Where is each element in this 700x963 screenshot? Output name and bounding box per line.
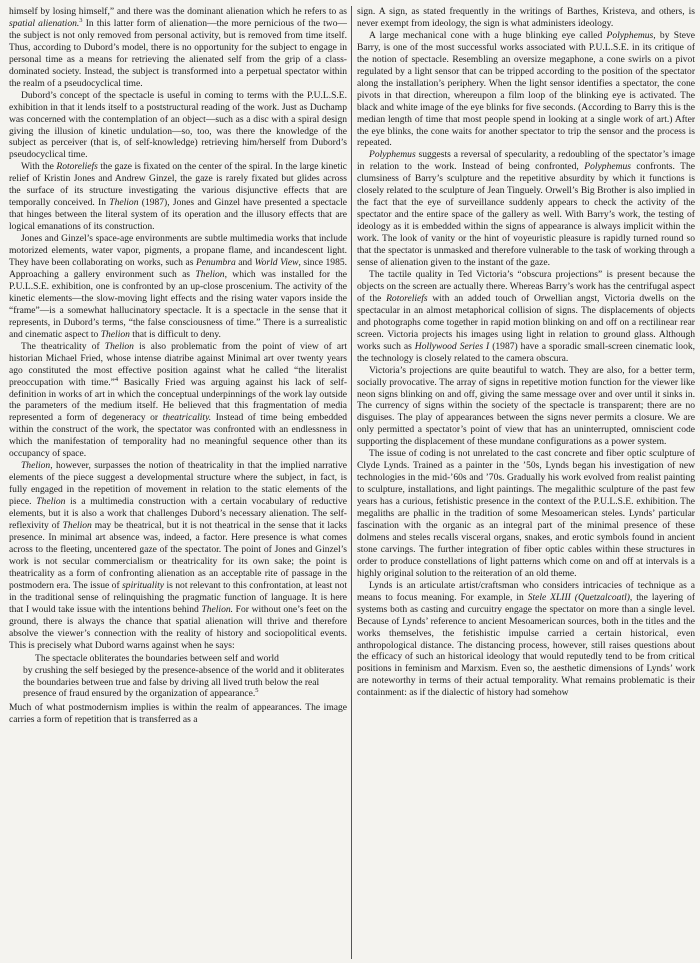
- paragraph: Dubord’s concept of the spectacle is useful in coming to terms with the P.U.L.S.E. exhibition in that it lends itself to a poststructural reading of the work. Just as Duchamp was concerned with the contemplation of an object—such as a disc with a spiral design giving the illusion of kinetic undulation—so, too, was there the knowledge of the subject as perceiver (that is, of self-knowledge) retrieving him/herself from Dubord’s pseudocyclical time.: [9, 89, 347, 161]
- paragraph: himself by losing himself,” and there was the dominant alienation which he refers to as spatial alienation.$^3$ In this latter form of alienation—the more pernicious of the two—the subject is not only removed from personal activity, but is removed from time itself. Thus, according to Dubord’s model, there is no opportunity for the subject to engage in personal time as a means for retrieving the alienated self from the grip of a class-dominated society. Instead, the subject is transformed into a perpetual spectator within the realm of a pseudocyclical time.: [9, 6, 347, 89]
- paragraph: With the Rotoreliefs the gaze is fixated on the center of the spiral. In the large kinetic relief of Kristin Jones and Andrew Ginzel, the gaze is rarely fixated but glides across the surface of its structure investigating the various disjunctive effects that are temporally conceived. In Thelion (1987), Jones and Ginzel have presented a spectacle that hinges between the literal system of its operation and the illusory effects that are logical emanations of its construction.: [9, 161, 347, 233]
- paragraph: Jones and Ginzel’s space-age environments are subtle multimedia works that include motorized elements, water vapor, pigments, a propane flame, and incandescent light. They have been collaborating on works, such as Penumbra and World View, since 1985. Approaching a gallery environment such as Thelion, which was installed for the P.U.L.S.E. exhibition, one is confronted by an up-close proscenium. The activity of the kinetic elements—the slow-moving light effects and the rising water vapors inside the “frame”—is a somewhat hallucinatory spectacle. It is a spectacle in the sense that it represents, in Dubord’s terms, “the false consciousness of time.” There is a surrealistic and cinematic aspect to Thelion that is difficult to deny.: [9, 233, 347, 340]
- paragraph: Lynds is an articulate artist/craftsman who considers intricacies of technique as a means to focus meaning. For example, in Stele XLIII (Quetzalcoatl), the layering of systems both as casting and curcuitry engage the spectator on more than a single level. Because of Lynds’ reference to ancient Mesoamerican sources, both in the titles and the works themselves, the fetishistic impulse carried a certain historical, even anthropological distance. The distancing process, however, still raises questions about the efficacy of such an historical ideology that would reputedly tend to be from critical positions in feminism and Marxism. Even so, the aesthetic dimensions of Lynds’ work are noteworthy in terms of their actual temporality. What remains problematic is their containment: as if the dialectic of history had somehow: [357, 579, 695, 699]
- paragraph: Polyphemus suggests a reversal of specularity, a redoubling of the spectator’s image in relation to the work. Instead of being confronted, Polyphemus confronts. The clumsiness of Barry’s sculpture and the repetitive absurdity by which it functions is closely related to the sculpture of Jean Tinguely. Orwell’s Big Brother is also implied in the fact that the eye of surveillance suddenly appears to check the activity of the spectator and the entire space of the gallery as well. With Barry’s work, the testing of ideology as it is embedded within the signs of appearance is always implicit within the work. The look of vanity or the hint of voyeuristic pleasure is rapidly turned round so that the spectator is unmasked and therefore vulnerable to the task of working through a sense of alienation given to the instant of the gaze.: [357, 149, 695, 269]
- paragraph: Much of what postmodernism implies is within the realm of appearances. The image carries a form of repetition that is transferred as a: [9, 701, 347, 725]
- block-quote: The spectacle obliterates the boundaries between self and world by crushing the self besieged by the presence-absence of the world and it obliterates the boundaries between true and false by driving all lived truth below the real presence of fraud ensured by the organization of appearance.$^5$: [23, 653, 345, 700]
- footnote-marker: 5: [255, 687, 259, 695]
- footnote-marker: 4: [114, 375, 119, 383]
- paragraph: Victoria’s projections are quite beautiful to watch. They are also, for a better term, socially provocative. The array of signs in repetitive motion function for the viewer like neon signs blinking on and off, giving the same message over and over until it sinks in. The currency of signs within the society of the spectacle is transparent; there are no disguises. The play of appearances between the signs never permits a closure. We are only permitted a spectator’s point of view that has an uninterrupted, omniscient code supporting the displacement of these mundane configurations as a power system.: [357, 364, 695, 448]
- paragraph: sign. A sign, as stated frequently in the writings of Barthes, Kristeva, and others, is never exempt from ideology, the sign is what administers ideology.: [357, 6, 695, 29]
- footnote-marker: 3: [79, 16, 83, 24]
- paragraph: Thelion, however, surpasses the notion of theatricality in that the implied narrative elements of the piece suggest a developmental structure where the subject, in fact, is fully engaged in the repetition of movement in relation to the static elements of the piece. Thelion is a multimedia construction with a certain vocabulary of reductive elements, but it is also a work that challenges Dubord’s necessary alienation. The self-reflexivity of Thelion may be theatrical, but it is not theatrical in the sense that it lacks presence. In minimal art absence was, indeed, a factor. Here presence is what comes across to the fleeting, uncentered gaze of the spectator. The point of Jones and Ginzel’s work is not secular commercialism or theatricality for its own sake; the point is theatricality as a form of confronting alienation as an acceptable rite of passage in the postmodern era. The issue of spirituality is not relevant to this confrontation, at least not in the traditional sense of relinquishing the pragmatic function of language. It is here that I would take issue with the intentions behind Thelion. For without one’s feet on the ground, there is always the chance that spatial alienation will thrive and therefore absolve the viewer’s connection with the reality of history and sociopolitical events. This is precisely what Dubord warns against when he says:: [9, 460, 347, 651]
- paragraph: A large mechanical cone with a huge blinking eye called Polyphemus, by Steve Barry, is one of the most successful works associated with P.U.L.S.E. in its critique of the notion of spectacle. Resembling an oversize megaphone, a cone swirls on a pivot regulated by a light sensor that can be tripped according to the position of the spectator along the installation’s periphery. When the light sensor identifies a spectator, the cone pivots in that direction, whereupon a film loop of the blinking eye is activated. The black and white image of the eye blinks for five seconds. (According to Barry this is the median length of time that most people spend in looking at a single work of art.) After the eye blinks, the cone waits for another spectator to trip the sensor and the process is repeated.: [357, 29, 695, 149]
- left-column: [9, 6, 347, 963]
- right-column: [357, 6, 695, 963]
- paragraph: The tactile quality in Ted Victoria’s “obscura projections” is present because the objects on the screen are actually there. Whereas Barry’s work has the centrifugal aspect of the Rotoreliefs with an added touch of Orwellian angst, Victoria dwells on the spectacular in an almost metaphorical collision of signs. The displacements of objects and photographs come together in rapid motion blinking on and off on a rectilinear rear screen. Victoria projects his images using light in relation to ground glass. Although works such as Hollywood Series I (1987) have a sporadic small-screen cinematic look, the technology is closely related to the camera obscura.: [357, 268, 695, 364]
- paragraph: The theatricality of Thelion is also problematic from the point of view of art historian Michael Fried, whose intense diatribe against Minimal art over twenty years ago constituted the most effective position against what he called “the literalist preoccupation with time.”$^4$ Basically Fried was arguing against his lack of self-definition in works of art in which the conceptual underpinnings of the work lay outside the parameters of the medium itself. He believed that this fragmentation of media represented a form of degeneracy or theatricality. Instead of time being embedded within the construct of the work, the spectator was confronted with an endlessness in which the manifestation of temporality had no meaningful sequence other than its occupancy of space.: [9, 340, 347, 460]
- paragraph: The issue of coding is not unrelated to the cast concrete and fiber optic sculpture of Clyde Lynds. Trained as a painter in the ’50s, Lynds began his investigation of new technologies in the mid-’60s and ’70s. Gradually his work evolved from realist painting to sculpture, installations, and light paintings. The megalithic sculpture of the past few years has a curious, fetishistic presence in the context of the P.U.L.S.E. exhibition. The megaliths are phallic in the tradition of some Mesoamerican steles. Lynds’ particular fascination with the organic as an integral part of the minimal presence of these dolmens and steles recalls visceral organs, snakes, and erotic symbols found in ancient stone carvings. The further integration of fiber optic cables within these structures in order to produce constellations of light patterns which come on and off at intervals is a highly original solution to the reiteration of an old theme.: [357, 448, 695, 579]
- column-divider: [351, 6, 352, 959]
